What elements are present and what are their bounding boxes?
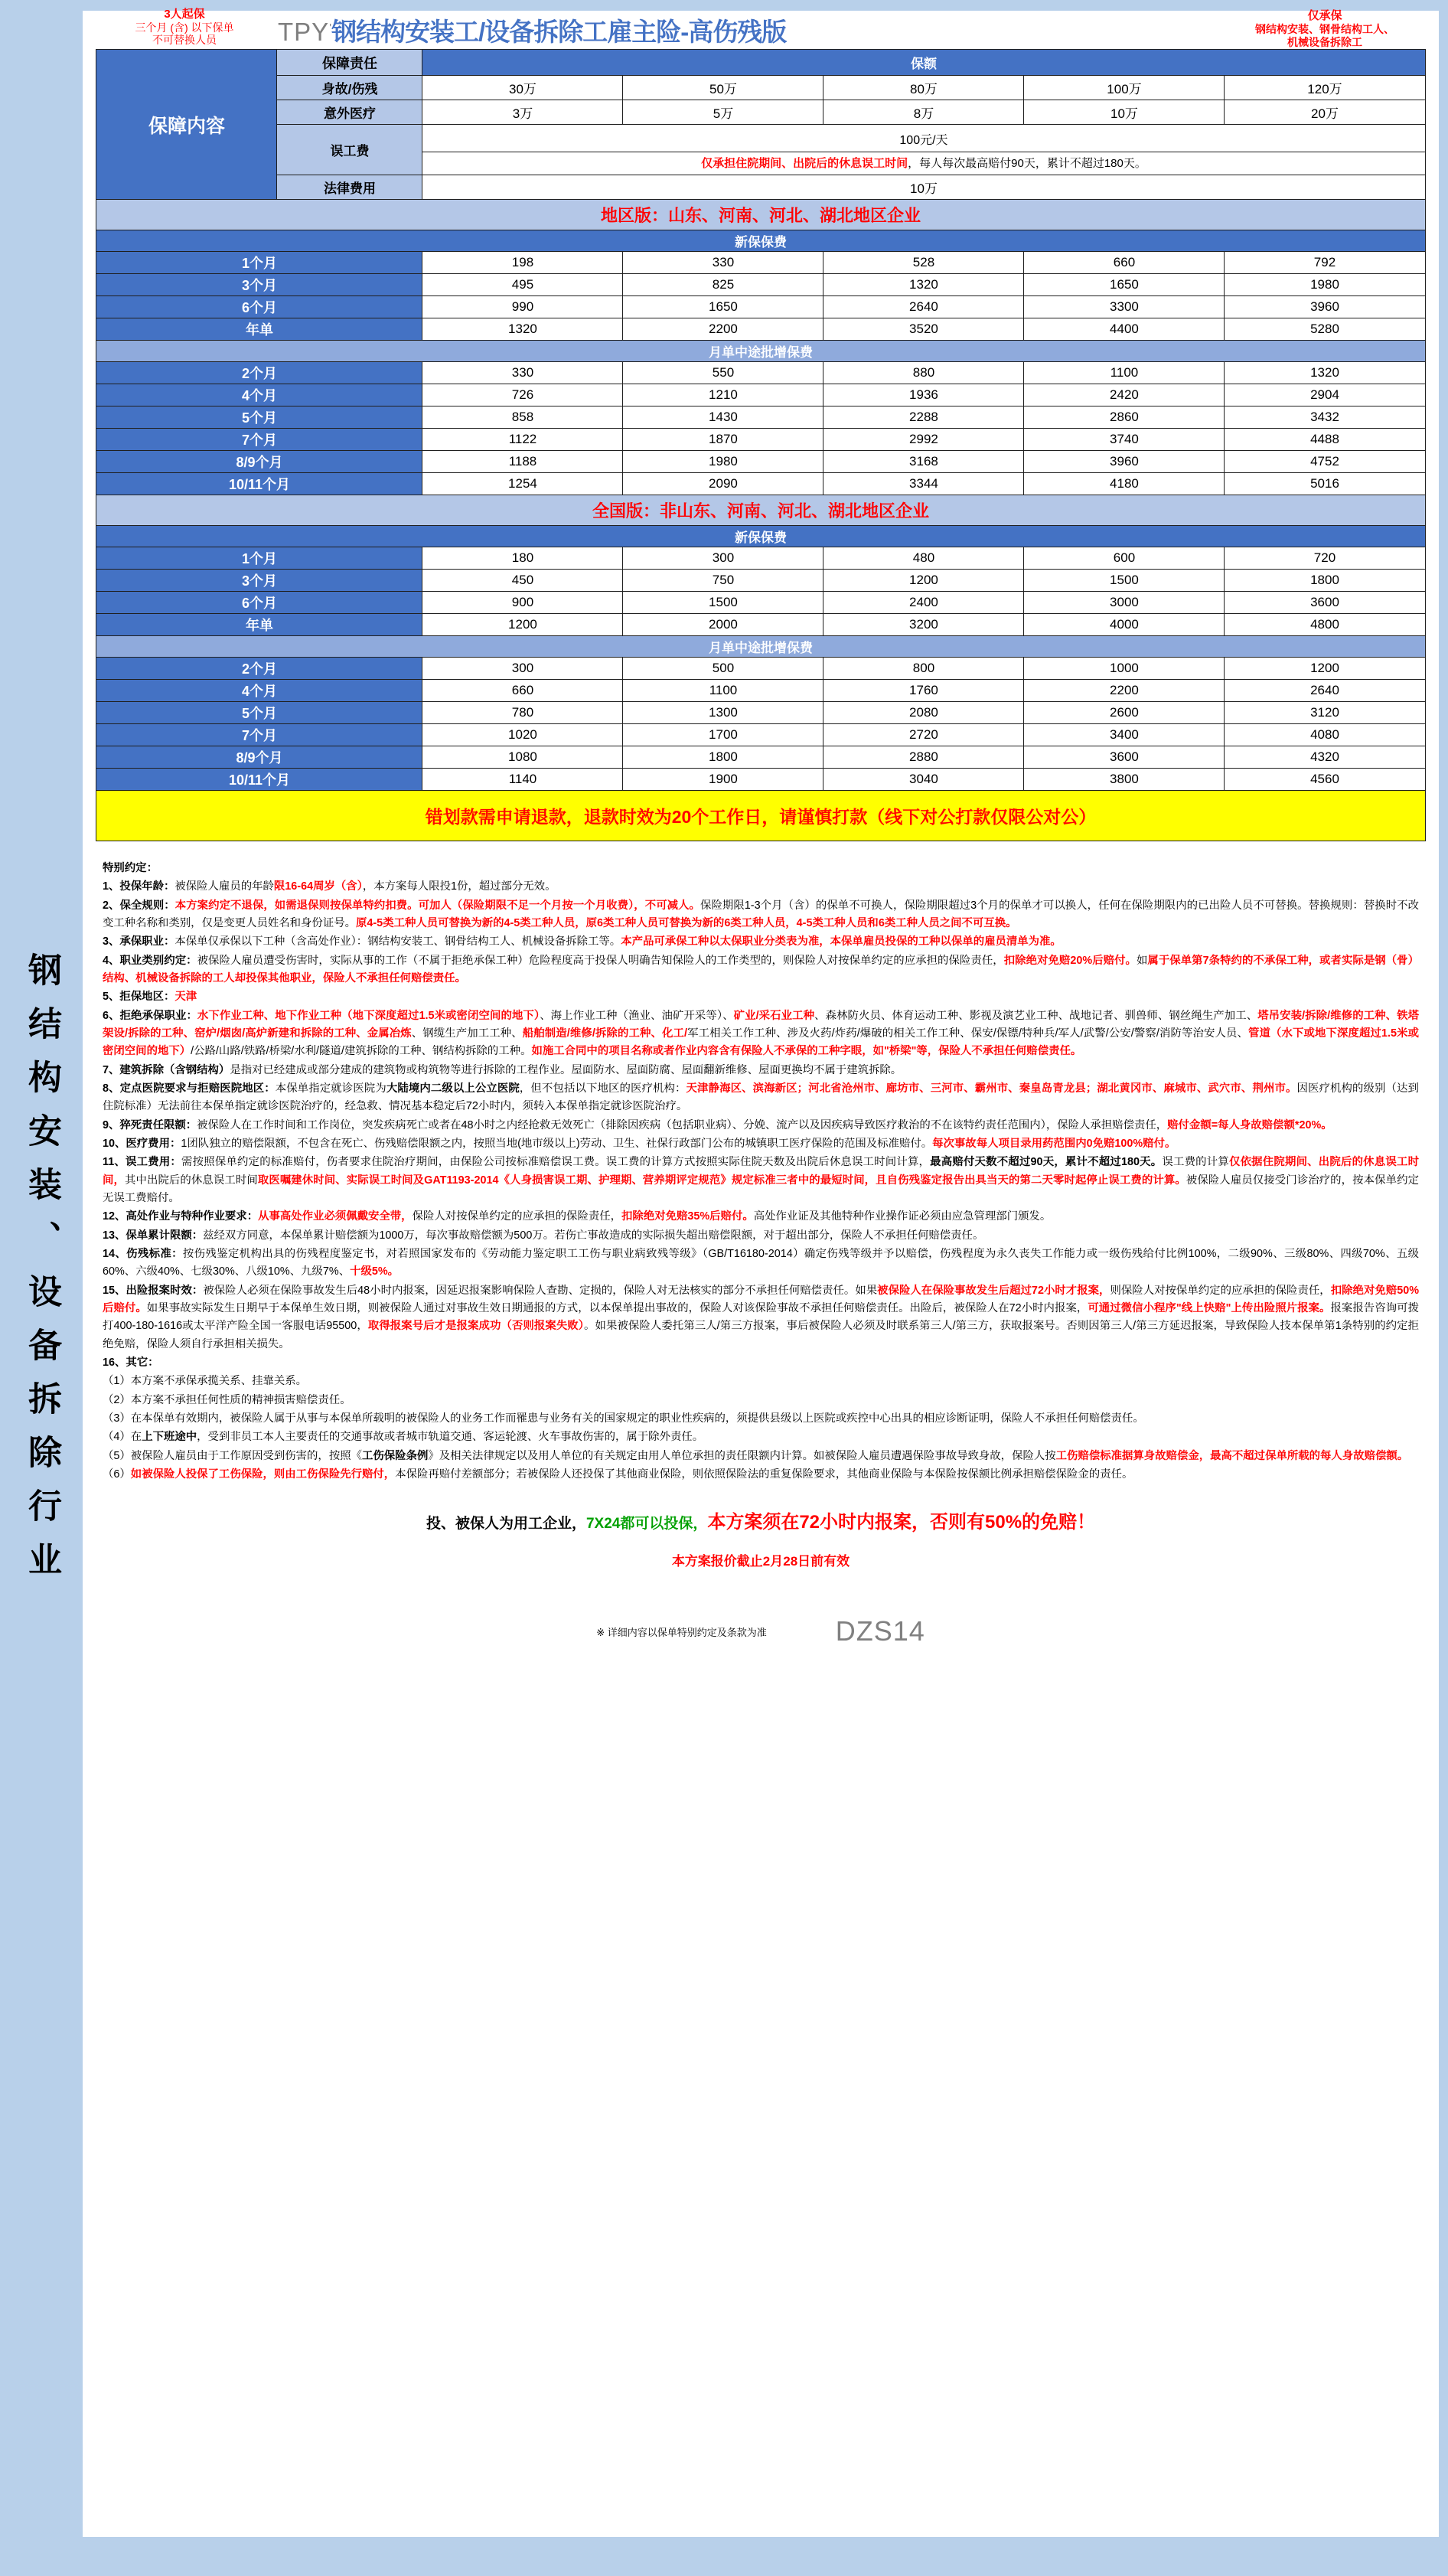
wage-note xyxy=(422,152,1424,173)
terms-item: 7、建筑拆除（含钢结构）是指对已经建成或部分建成的建筑物或构筑物等进行拆除的工程作业。屋面防水、屋面防腐、屋面翻新维修、屋面更换均不属于建筑拆除。 xyxy=(103,1063,902,1076)
table-row xyxy=(96,451,1425,473)
premium-value: 2080 xyxy=(823,702,1024,724)
terms-item: （2）本方案不承担任何性质的精神损害赔偿责任。 xyxy=(103,1393,351,1406)
term-label: 4个月 xyxy=(96,680,422,702)
quote-validity: 本方案报价截止2月28日前有效 xyxy=(671,1554,850,1569)
table-row xyxy=(96,429,1425,451)
right-badge-line2: 钢结构安装、钢骨结构工人、 xyxy=(1255,23,1394,35)
table-row xyxy=(96,658,1425,680)
regional-section-title-row xyxy=(96,200,1425,230)
term-label: 5个月 xyxy=(96,702,422,724)
premium-value: 2090 xyxy=(623,473,823,495)
premium-value: 750 xyxy=(623,570,823,592)
terms-item: 4、职业类别约定：被保险人雇员遭受伤害时，实际从事的工作（不属于拒绝承保工种）危险程度高于投保人明确告知保险人的工作类型的，则保险人对按保单约定的应承担的保险责任，扣除绝对免赔20%后赔付。如属于保单第7条特约的不承保工种，或者实际是钢（骨）结构、机械设备拆除的工人却投保其他职业，保险人不承担任何赔偿责任。 xyxy=(103,954,1419,984)
right-badge xyxy=(1221,9,1428,49)
product-table xyxy=(96,49,1425,841)
wage-note-emphasis: 仅承担住院期间、出院后的休息误工时间 xyxy=(701,157,908,170)
term-label: 7个月 xyxy=(96,429,422,451)
premium-value: 2200 xyxy=(623,318,823,341)
premium-value: 1980 xyxy=(623,451,823,473)
terms-item: （5）被保险人雇员由于工作原因受到伤害的，按照《工伤保险条例》及相关法律规定以及用人单位的有关规定由用人单位承担的责任限额内计算。如被保险人雇员遭遇保险事故导致身故，保险人按工伤赔偿标准据算身故赔偿金，最高不超过保单所载的每人身故赔偿额。 xyxy=(103,1449,1409,1462)
table-row xyxy=(96,592,1425,614)
table-row xyxy=(96,362,1425,384)
coverage-value: 20万 xyxy=(1225,100,1425,125)
premium-value: 1080 xyxy=(422,746,623,769)
coverage-value: 5万 xyxy=(623,100,823,125)
coverage-amount-header: 保额 xyxy=(422,50,1425,76)
terms-item: （4）在上下班途中，受到非员工本人主要责任的交通事故或者城市轨道交通、客运轮渡、火车事故伤害的，属于除外责任。 xyxy=(103,1431,704,1444)
premium-value: 858 xyxy=(422,406,623,429)
terms-item: 1、投保年龄：被保险人雇员的年龄限16-64周岁（含），本方案每人限投1份，超过部分无效。 xyxy=(103,880,556,893)
premium-value: 4800 xyxy=(1225,614,1425,636)
regional-endorse-header xyxy=(96,341,1425,362)
term-label: 5个月 xyxy=(96,406,422,429)
premium-value: 660 xyxy=(422,680,623,702)
right-badge-line1: 仅承保 xyxy=(1307,9,1342,22)
product-title: 钢结构安装工/设备拆除工雇主险-高伤残版 xyxy=(331,18,787,46)
regional-endorse-label: 月单中途批增保费 xyxy=(96,341,1425,362)
premium-value: 1200 xyxy=(823,570,1024,592)
premium-value: 4180 xyxy=(1024,473,1225,495)
table-row xyxy=(96,746,1425,769)
premium-value: 180 xyxy=(422,547,623,570)
premium-value: 4320 xyxy=(1225,746,1425,769)
premium-value: 550 xyxy=(623,362,823,384)
term-label: 1个月 xyxy=(96,252,422,274)
national-endorse-label: 月单中途批增保费 xyxy=(96,636,1425,658)
footer-part1: 投、被保人为用工企业， xyxy=(426,1516,586,1533)
table-row xyxy=(96,384,1425,406)
premium-value: 3400 xyxy=(1024,724,1225,746)
terms-item: 13、保单累计限额：兹经双方同意，本保单累计赔偿额为1000万，每次事故赔偿额为500万。若伤亡事故造成的实际损失超出赔偿限额，对于超出部分，保险人不承担任何赔偿责任。 xyxy=(103,1229,984,1242)
premium-value: 2288 xyxy=(823,406,1024,429)
premium-value: 330 xyxy=(422,362,623,384)
table-row xyxy=(96,547,1425,570)
premium-value: 720 xyxy=(1225,547,1425,570)
premium-value: 880 xyxy=(823,362,1024,384)
footer-disclaimer: ※ 详细内容以保单特别约定及条款为准 xyxy=(596,1626,767,1638)
coverage-row-label: 意外医疗 xyxy=(277,100,422,125)
premium-value: 2992 xyxy=(823,429,1024,451)
premium-value: 1760 xyxy=(823,680,1024,702)
premium-value: 2860 xyxy=(1024,406,1225,429)
term-label: 10/11个月 xyxy=(96,769,422,791)
premium-value: 2880 xyxy=(823,746,1024,769)
premium-value: 3120 xyxy=(1225,702,1425,724)
premium-value: 1100 xyxy=(623,680,823,702)
premium-value: 500 xyxy=(623,658,823,680)
coverage-value: 8万 xyxy=(823,100,1024,125)
premium-value: 3040 xyxy=(823,769,1024,791)
coverage-value: 50万 xyxy=(623,76,823,100)
premium-value: 480 xyxy=(823,547,1024,570)
coverage-wage-values xyxy=(422,125,1425,175)
coverage-value: 30万 xyxy=(422,76,623,100)
table-row xyxy=(96,570,1425,592)
premium-value: 1320 xyxy=(422,318,623,341)
premium-value: 1980 xyxy=(1225,274,1425,296)
terms-item: 16、其它： xyxy=(103,1356,159,1369)
premium-value: 1320 xyxy=(1225,362,1425,384)
special-terms xyxy=(103,860,1419,1484)
regional-new-premium-label: 新保保费 xyxy=(96,230,1425,252)
premium-value: 1320 xyxy=(823,274,1024,296)
premium-value: 1188 xyxy=(422,451,623,473)
table-row xyxy=(96,296,1425,318)
premium-value: 528 xyxy=(823,252,1024,274)
premium-value: 2000 xyxy=(623,614,823,636)
premium-value: 3168 xyxy=(823,451,1024,473)
regional-new-premium-header xyxy=(96,230,1425,252)
premium-value: 2720 xyxy=(823,724,1024,746)
term-label: 年单 xyxy=(96,318,422,341)
term-label: 8/9个月 xyxy=(96,746,422,769)
document-header xyxy=(83,8,1439,49)
terms-item: （3）在本保单有效期内，被保险人属于从事与本保单所载明的被保险人的业务工作而罹患与业务有关的国家规定的职业性疾病的，须提供县级以上医院或疾控中心出具的相应诊断证明，保险人不承担任何赔偿责任。 xyxy=(103,1412,1144,1425)
premium-value: 1140 xyxy=(422,769,623,791)
premium-value: 3200 xyxy=(823,614,1024,636)
table-row xyxy=(96,318,1425,341)
right-badge-line3: 机械设备拆除工 xyxy=(1287,35,1362,48)
premium-value: 780 xyxy=(422,702,623,724)
table-row xyxy=(96,473,1425,495)
premium-value: 3960 xyxy=(1024,451,1225,473)
national-new-premium-label: 新保保费 xyxy=(96,526,1425,547)
premium-value: 2420 xyxy=(1024,384,1225,406)
premium-value: 1800 xyxy=(623,746,823,769)
table-row xyxy=(96,769,1425,791)
left-badge xyxy=(96,8,272,47)
premium-value: 1650 xyxy=(1024,274,1225,296)
premium-value: 1500 xyxy=(1024,570,1225,592)
terms-item: 2、保全规则：本方案约定不退保，如需退保则按保单特约扣费。可加人（保险期限不足一个月按一个月收费），不可减人。保险期限1-3个月（含）的保单不可换人，保险期限超过3个月的保单才可以换人，任何在保险期限内的已出险人员不可替换。替换规则：替换时不改变工种名称和类别，仅是变更人员姓名和身份证号。原4-5类工种人员可替换为新的4-5类工种人员，原6类工种人员可替换为新的6类工种人员，4-5类工种人员和6类工种人员之间不可互换。 xyxy=(103,899,1419,929)
coverage-value: 3万 xyxy=(422,100,623,125)
premium-value: 1000 xyxy=(1024,658,1225,680)
premium-value: 4400 xyxy=(1024,318,1225,341)
premium-value: 4080 xyxy=(1225,724,1425,746)
premium-value: 450 xyxy=(422,570,623,592)
coverage-row-legal xyxy=(96,175,1425,200)
terms-item: 15、出险报案时效：被保险人必须在保险事故发生后48小时内报案，因延迟报案影响保险人查勘、定损的，保险人对无法核实的部分不承担任何赔偿责任。如果被保险人在保险事故发生后超过72小时才报案，则保险人对按保单约定的应承担的保险责任，扣除绝对免赔50%后赔付。如果事故实际发生日期早于本保单生效日期，则被保险人通过对事故生效日期通报的方式，以本保单提出事故的，保险人对该保险事故不承担任何赔偿责任。出险后，被保险人在72小时内报案，可通过微信小程序"线上快赔"上传出险照片报案。报案报告咨询可拨打400-180-1616或太平洋产险全国一客服电话95500，取得报案号后才是报案成功（否则报案失败）。如果被保险人委托第三人/第三方报案，事后被保险人必须及时联系第三人/第三方，获取报案号。否则因第三人/第三方延迟报案，导致保险人技本保单第1条特别的约定拒绝免赔，保险人须自行承担相关损失。 xyxy=(103,1284,1419,1350)
coverage-row-death xyxy=(96,76,1425,100)
table-row xyxy=(96,702,1425,724)
premium-value: 1650 xyxy=(623,296,823,318)
premium-value: 330 xyxy=(623,252,823,274)
terms-heading: 特别约定： xyxy=(103,862,158,874)
premium-value: 1200 xyxy=(1225,658,1425,680)
brand-logo-text: TPY xyxy=(278,18,330,46)
premium-value: 3800 xyxy=(1024,769,1225,791)
term-label: 1个月 xyxy=(96,547,422,570)
premium-value: 1300 xyxy=(623,702,823,724)
left-badge-line2: 三个月 (含) 以下保单 xyxy=(135,21,234,34)
terms-item: （6）如被保险人投保了工伤保险，则由工伤保险先行赔付，本保险再赔付差额部分；若被保险人还投保了其他商业保险，则依照保险法的重复保险要求，其他商业保险与本保险按保额比例承担赔偿保险金的责任。 xyxy=(103,1468,1133,1481)
premium-value: 600 xyxy=(1024,547,1225,570)
premium-value: 3300 xyxy=(1024,296,1225,318)
term-label: 6个月 xyxy=(96,592,422,614)
wage-per-day: 100元/天 xyxy=(422,126,1424,152)
premium-value: 1122 xyxy=(422,429,623,451)
premium-value: 3000 xyxy=(1024,592,1225,614)
term-label: 2个月 xyxy=(96,362,422,384)
premium-value: 3960 xyxy=(1225,296,1425,318)
term-label: 3个月 xyxy=(96,570,422,592)
premium-value: 792 xyxy=(1225,252,1425,274)
term-label: 年单 xyxy=(96,614,422,636)
coverage-wage-label: 误工费 xyxy=(277,125,422,175)
premium-value: 825 xyxy=(623,274,823,296)
terms-item: 10、医疗费用：1团队独立的赔偿限额，不包含在死亡、伤残赔偿限额之内，按照当地(地市级以上)劳动、卫生、社保行政部门公布的城镇职工医疗保险的范围及标准赔付。每次事故每人项目录用药范围内0免赔100%赔付。 xyxy=(103,1137,1176,1150)
terms-item: 8、定点医院要求与拒赔医院地区：本保单指定就诊医院为大陆境内二级以上公立医院，但不包括以下地区的医疗机构：天津静海区、滨海新区；河北省沧州市、廊坊市、三河市、霸州市、秦皇岛青龙县；湖北黄冈市、麻城市、武穴市、荆州市。因医疗机构的级别（达到住院标准）无法前往本保单指定就诊医院治疗的，经急救、情况基本稳定后72小时内，须转入本保单指定就诊医院治疗。 xyxy=(103,1082,1419,1113)
term-label: 4个月 xyxy=(96,384,422,406)
premium-value: 1700 xyxy=(623,724,823,746)
premium-value: 3740 xyxy=(1024,429,1225,451)
coverage-title-cell: 保障内容 xyxy=(96,50,277,200)
premium-value: 660 xyxy=(1024,252,1225,274)
left-badge-line3: 不可替换人员 xyxy=(152,34,217,47)
premium-value: 1936 xyxy=(823,384,1024,406)
term-label: 10/11个月 xyxy=(96,473,422,495)
refund-warning-text: 错划款需申请退款，退款时效为20个工作日，请谨慎打款（线下对公打款仅限公对公） xyxy=(96,791,1425,841)
coverage-legal-label: 法律费用 xyxy=(277,175,422,200)
premium-value: 990 xyxy=(422,296,623,318)
premium-value: 2640 xyxy=(1225,680,1425,702)
premium-value: 800 xyxy=(823,658,1024,680)
table-row xyxy=(96,252,1425,274)
premium-value: 5280 xyxy=(1225,318,1425,341)
premium-value: 1870 xyxy=(623,429,823,451)
coverage-row-medical xyxy=(96,100,1425,125)
coverage-value: 80万 xyxy=(823,76,1024,100)
premium-value: 495 xyxy=(422,274,623,296)
premium-value: 3344 xyxy=(823,473,1024,495)
term-label: 2个月 xyxy=(96,658,422,680)
premium-value: 4000 xyxy=(1024,614,1225,636)
terms-item: 12、高处作业与特种作业要求：从事高处作业必须佩戴安全带，保险人对按保单约定的应承担的保险责任，扣除绝对免赔35%后赔付。高处作业证及其他特种作业操作证必须由应急管理部门颁发。 xyxy=(103,1210,1052,1223)
coverage-value: 120万 xyxy=(1225,76,1425,100)
premium-value: 198 xyxy=(422,252,623,274)
premium-value: 1430 xyxy=(623,406,823,429)
wage-note-rest: ，每人每次最高赔付90天，累计不超过180天。 xyxy=(908,157,1146,170)
premium-value: 2904 xyxy=(1225,384,1425,406)
premium-value: 3600 xyxy=(1024,746,1225,769)
national-section-title: 全国版：非山东、河南、河北、湖北地区企业 xyxy=(96,495,1425,526)
terms-item: 14、伤残标准：按伤残鉴定机构出具的伤残程度鉴定书，对若照国家发布的《劳动能力鉴定职工工伤与职业病致残等级》（GB/T16180-2014）确定伤残等级并予以赔偿，伤残程度为永久丧失工作能力或一级伤残给付比例100%，二级90%、三级80%、四级70%、五级60%、六级40%、七级30%、八级10%、九级7%、十级5%。 xyxy=(103,1247,1419,1278)
left-badge-line1: 3人起保 xyxy=(164,8,205,21)
premium-value: 1210 xyxy=(623,384,823,406)
premium-value: 2400 xyxy=(823,592,1024,614)
premium-value: 900 xyxy=(422,592,623,614)
regional-section-title: 地区版：山东、河南、河北、湖北地区企业 xyxy=(96,200,1425,230)
coverage-row-wage xyxy=(96,125,1425,175)
premium-value: 4560 xyxy=(1225,769,1425,791)
coverage-header-row xyxy=(96,50,1425,76)
coverage-liability-header: 保障责任 xyxy=(277,50,422,76)
table-row xyxy=(96,406,1425,429)
terms-item: 6、拒绝承保职业：水下作业工种、地下作业工种（地下深度超过1.5米或密闭空间的地下）、海上作业工种（渔业、油矿开采等）、矿业/采石业工种、森林防火员、体育运动工种、影视及演艺业工种、战地记者、驯兽师、钢丝绳生产加工、塔吊安装/拆除/维修的工种、铁塔架设/拆除的工种、窑炉/烟囱/高炉新建和拆除的工种、金属冶炼、钢缆生产加工工种、船舶制造/维修/拆除的工种、化工/军工相关工作工种、涉及火药/炸药/爆破的相关工作工种、保安/保镖/特种兵/军人/武警/公安/警察/消防等治安人员、管道（水下或地下深度超过1.5米或密闭空间的地下）/公路/山路/铁路/桥梁/水利/隧道/建筑拆除的工种、钢结构拆除的工种。如施工合同中的项目名称或者作业内容含有保险人不承保的工种字眼，如"桥梁"等，保险人不承担任何赔偿责任。 xyxy=(103,1009,1420,1058)
premium-value: 3600 xyxy=(1225,592,1425,614)
terms-item: 11、误工费用：需按照保单约定的标准赔付，伤者要求住院治疗期间，由保险公司按标准赔偿误工费。误工费的计算方式按照实际住院天数及出院后休息误工时间计算，最高赔付天数不超过90天，累计不超过180天。误工费的计算仅依据住院期间、出院后的休息误工时间，其中出院后的休息误工时间取医嘱建休时间、实际误工时间及GAT1193-2014《人身损害误工期、护理期、营养期评定规范》规定标准三者中的最短时间，且自伤残鉴定报告出具当天的第二天零时起停止误工费的计算。被保险人雇员仅接受门诊治疗的，按本保单约定无误工费赔付。 xyxy=(103,1156,1419,1204)
premium-value: 1254 xyxy=(422,473,623,495)
footer-green-text: 7X24都可以投保， xyxy=(585,1516,708,1533)
industry-vertical-band xyxy=(0,0,83,2548)
document-footer xyxy=(83,1507,1439,1647)
footer-bottom-row xyxy=(83,1615,1439,1647)
table-row xyxy=(96,614,1425,636)
coverage-value: 10万 xyxy=(1024,100,1225,125)
table-row xyxy=(96,680,1425,702)
national-endorse-header xyxy=(96,636,1425,658)
premium-value: 1200 xyxy=(422,614,623,636)
national-new-premium-header xyxy=(96,526,1425,547)
premium-value: 300 xyxy=(623,547,823,570)
terms-item: 3、承保职业：本保单仅承保以下工种（含高处作业）：钢结构安装工、钢骨结构工人、机械设备拆除工等。本产品可承保工种以太保职业分类表为准，本保单雇员投保的工种以保单的雇员清单为准。 xyxy=(103,935,1062,948)
premium-value: 4752 xyxy=(1225,451,1425,473)
term-label: 8/9个月 xyxy=(96,451,422,473)
table-row xyxy=(96,274,1425,296)
industry-vertical-label: 钢结构安装、设备拆除行业 xyxy=(23,952,60,1595)
premium-value: 2640 xyxy=(823,296,1024,318)
terms-item: 9、猝死责任限额：被保险人在工作时间和工作岗位，突发疾病死亡或者在48小时之内经抢救无效死亡（排除因疾病（包括职业病）、分娩、流产以及因疾病导致医疗救治的不在该特约责任范围内），保险人承担赔偿责任，赔付金额=每人身故赔偿额*20%。 xyxy=(103,1118,1332,1131)
premium-value: 5016 xyxy=(1225,473,1425,495)
coverage-legal-value: 10万 xyxy=(422,175,1425,200)
terms-item: 5、拒保地区：天津 xyxy=(103,991,197,1004)
refund-warning-row xyxy=(96,791,1425,841)
brand-tick: ' xyxy=(329,21,332,34)
document-code: DZS14 xyxy=(835,1615,925,1647)
national-section-title-row xyxy=(96,495,1425,526)
premium-value: 300 xyxy=(422,658,623,680)
coverage-value: 100万 xyxy=(1024,76,1225,100)
premium-value: 3520 xyxy=(823,318,1024,341)
premium-value: 3432 xyxy=(1225,406,1425,429)
table-row xyxy=(96,724,1425,746)
premium-value: 726 xyxy=(422,384,623,406)
terms-item: （1）本方案不承保承揽关系、挂靠关系。 xyxy=(103,1375,308,1388)
premium-value: 4488 xyxy=(1225,429,1425,451)
premium-value: 1900 xyxy=(623,769,823,791)
content-sheet xyxy=(83,8,1439,2537)
premium-value: 2200 xyxy=(1024,680,1225,702)
footer-red-warning: 本方案须在72小时内报案，否则有50%的免赔！ xyxy=(707,1512,1096,1533)
premium-value: 1020 xyxy=(422,724,623,746)
premium-value: 2600 xyxy=(1024,702,1225,724)
premium-value: 1100 xyxy=(1024,362,1225,384)
premium-value: 1500 xyxy=(623,592,823,614)
term-label: 6个月 xyxy=(96,296,422,318)
term-label: 3个月 xyxy=(96,274,422,296)
premium-value: 1800 xyxy=(1225,570,1425,592)
page-title xyxy=(278,12,786,48)
footer-headline xyxy=(83,1507,1439,1533)
term-label: 7个月 xyxy=(96,724,422,746)
coverage-row-label: 身故/伤残 xyxy=(277,76,422,100)
